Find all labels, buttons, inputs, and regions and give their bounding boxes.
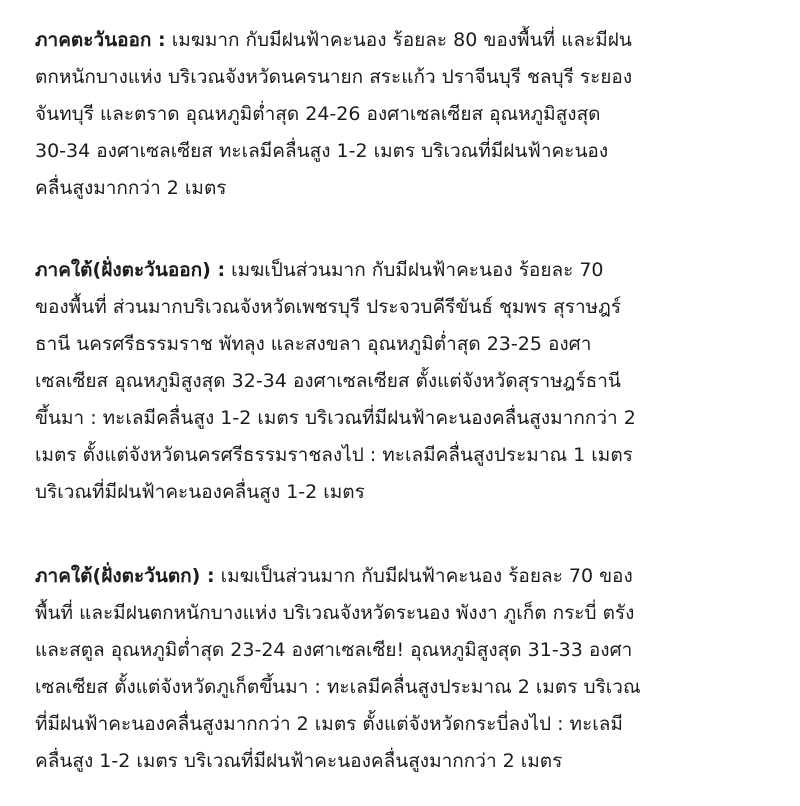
forecast-line: คลื่นสูง 1-2 เมตร บริเวณที่มีฝนฟ้าคะนองคลื่นสูงมากกว่า 2 เมตร xyxy=(35,750,563,772)
forecast-line: ตกหนักบางแห่ง บริเวณจังหวัดนครนายก สระแก้ว ปราจีนบุรี ชลบุรี ระยอง xyxy=(35,66,633,88)
region-forecast-south-east xyxy=(35,252,775,511)
forecast-line: เซลเซียส อุณหภูมิสูงสุด 32-34 องศาเซลเซียส ตั้งแต่จังหวัดสุราษฎร์ธานี xyxy=(35,370,621,392)
forecast-line: ของพื้นที่ ส่วนมากบริเวณจังหวัดเพชรบุรี ประจวบคีรีขันธ์ ชุมพร สุราษฎร์ xyxy=(35,296,622,318)
forecast-line: คลื่นสูงมากกว่า 2 เมตร xyxy=(35,177,227,199)
forecast-line: ภาคใต้(ฝั่งตะวันตก) : เมฆเป็นส่วนมาก กับมีฝนฟ้าคะนอง ร้อยละ 70 ของ xyxy=(35,565,633,587)
forecast-line: ธานี นครศรีธรรมราช พัทลุง และสงขลา อุณหภูมิต่ำสุด 23-25 องศา xyxy=(35,333,592,355)
forecast-line: ภาคตะวันออก : เมฆมาก กับมีฝนฟ้าคะนอง ร้อยละ 80 ของพื้นที่ และมีฝน xyxy=(35,29,632,51)
forecast-line: เมตร ตั้งแต่จังหวัดนครศรีธรรมราชลงไป : ทะเลมีคลื่นสูงประมาณ 1 เมตร xyxy=(35,444,633,466)
forecast-line: ขึ้นมา : ทะเลมีคลื่นสูง 1-2 เมตร บริเวณที่มีฝนฟ้าคะนองคลื่นสูงมากกว่า 2 xyxy=(35,407,636,429)
forecast-line: จันทบุรี และตราด อุณหภูมิต่ำสุด 24-26 องศาเซลเซียส อุณหภูมิสูงสุด xyxy=(35,103,601,125)
forecast-line: และสตูล อุณหภูมิต่ำสุด 23-24 องศาเซลเซีย! อุณหภูมิสูงสุด 31-33 องศา xyxy=(35,639,633,661)
region-forecast-south-west xyxy=(35,558,775,780)
region-heading: ภาคใต้(ฝั่งตะวันตก) : xyxy=(35,565,215,587)
forecast-line: พื้นที่ และมีฝนตกหนักบางแห่ง บริเวณจังหวัดระนอง พังงา ภูเก็ต กระบี่ ตรัง xyxy=(35,602,635,624)
region-heading: ภาคใต้(ฝั่งตะวันออก) : xyxy=(35,259,226,281)
region-heading: ภาคตะวันออก : xyxy=(35,29,166,51)
forecast-line: เซลเซียส ตั้งแต่จังหวัดภูเก็ตขึ้นมา : ทะเลมีคลื่นสูงประมาณ 2 เมตร บริเวณ xyxy=(35,676,641,698)
forecast-line: ที่มีฝนฟ้าคะนองคลื่นสูงมากกว่า 2 เมตร ตั้งแต่จังหวัดกระบี่ลงไป : ทะเลมี xyxy=(35,713,623,735)
forecast-line: บริเวณที่มีฝนฟ้าคะนองคลื่นสูง 1-2 เมตร xyxy=(35,481,365,503)
forecast-line: ภาคใต้(ฝั่งตะวันออก) : เมฆเป็นส่วนมาก กับมีฝนฟ้าคะนอง ร้อยละ 70 xyxy=(35,259,604,281)
region-forecast-east xyxy=(35,22,775,207)
forecast-line: 30-34 องศาเซลเซียส ทะเลมีคลื่นสูง 1-2 เมตร บริเวณที่มีฝนฟ้าคะนอง xyxy=(35,140,609,162)
